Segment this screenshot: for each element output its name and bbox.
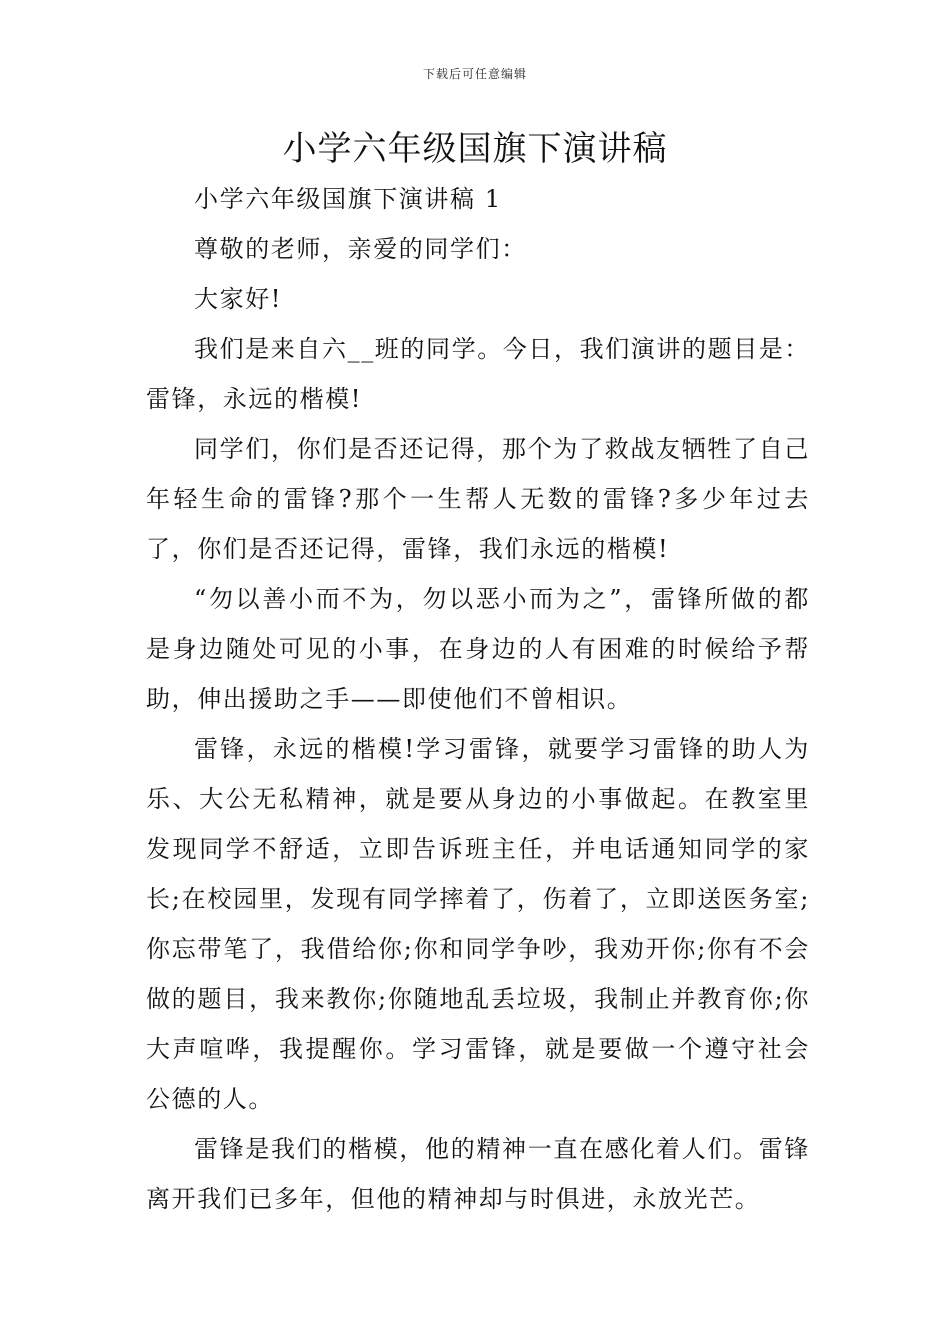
document-title: 小学六年级国旗下演讲稿 bbox=[282, 129, 668, 169]
paragraph-spirit: 雷锋是我们的楷模，他的精神一直在感化着人们。雷锋离开我们已多年，但他的精神却与时俱进，永放光芒。 bbox=[146, 1135, 810, 1213]
paragraph-salutation: 尊敬的老师，亲爱的同学们： bbox=[194, 235, 527, 263]
paragraph-remember: 同学们，你们是否还记得，那个为了救战友牺牲了自己年轻生命的雷锋?那个一生帮人无数的雷锋?多少年过去了，你们是否还记得，雷锋，我们永远的楷模! bbox=[146, 435, 810, 563]
document-body bbox=[146, 174, 810, 1224]
paragraph-greeting: 大家好! bbox=[194, 285, 283, 313]
header-note: 下载后可任意编辑 bbox=[422, 67, 527, 81]
paragraph-learn: 雷锋，永远的楷模!学习雷锋，就要学习雷锋的助人为乐、大公无私精神，就是要从身边的小事做起。在教室里发现同学不舒适，立即告诉班主任，并电话通知同学的家长;在校园里，发现有同学摔着了，伤着了，立即送医务室;你忘带笔了，我借给你;你和同学争吵，我劝开你;你有不会做的题目，我来教你;你随地乱丢垃圾，我制止并教育你;你大声喧哗，我提醒你。学习雷锋，就是要做一个遵守社会公德的人。 bbox=[146, 735, 810, 1113]
paragraph-subtitle: 小学六年级国旗下演讲稿 1 bbox=[194, 185, 502, 213]
paragraph-intro: 我们是来自六__班的同学。今日，我们演讲的题目是：雷锋，永远的楷模! bbox=[146, 335, 810, 413]
paragraph-quote: “勿以善小而不为，勿以恶小而为之”，雷锋所做的都是身边随处可见的小事，在身边的人有困难的时候给予帮助，伸出援助之手——即使他们不曾相识。 bbox=[146, 585, 810, 713]
